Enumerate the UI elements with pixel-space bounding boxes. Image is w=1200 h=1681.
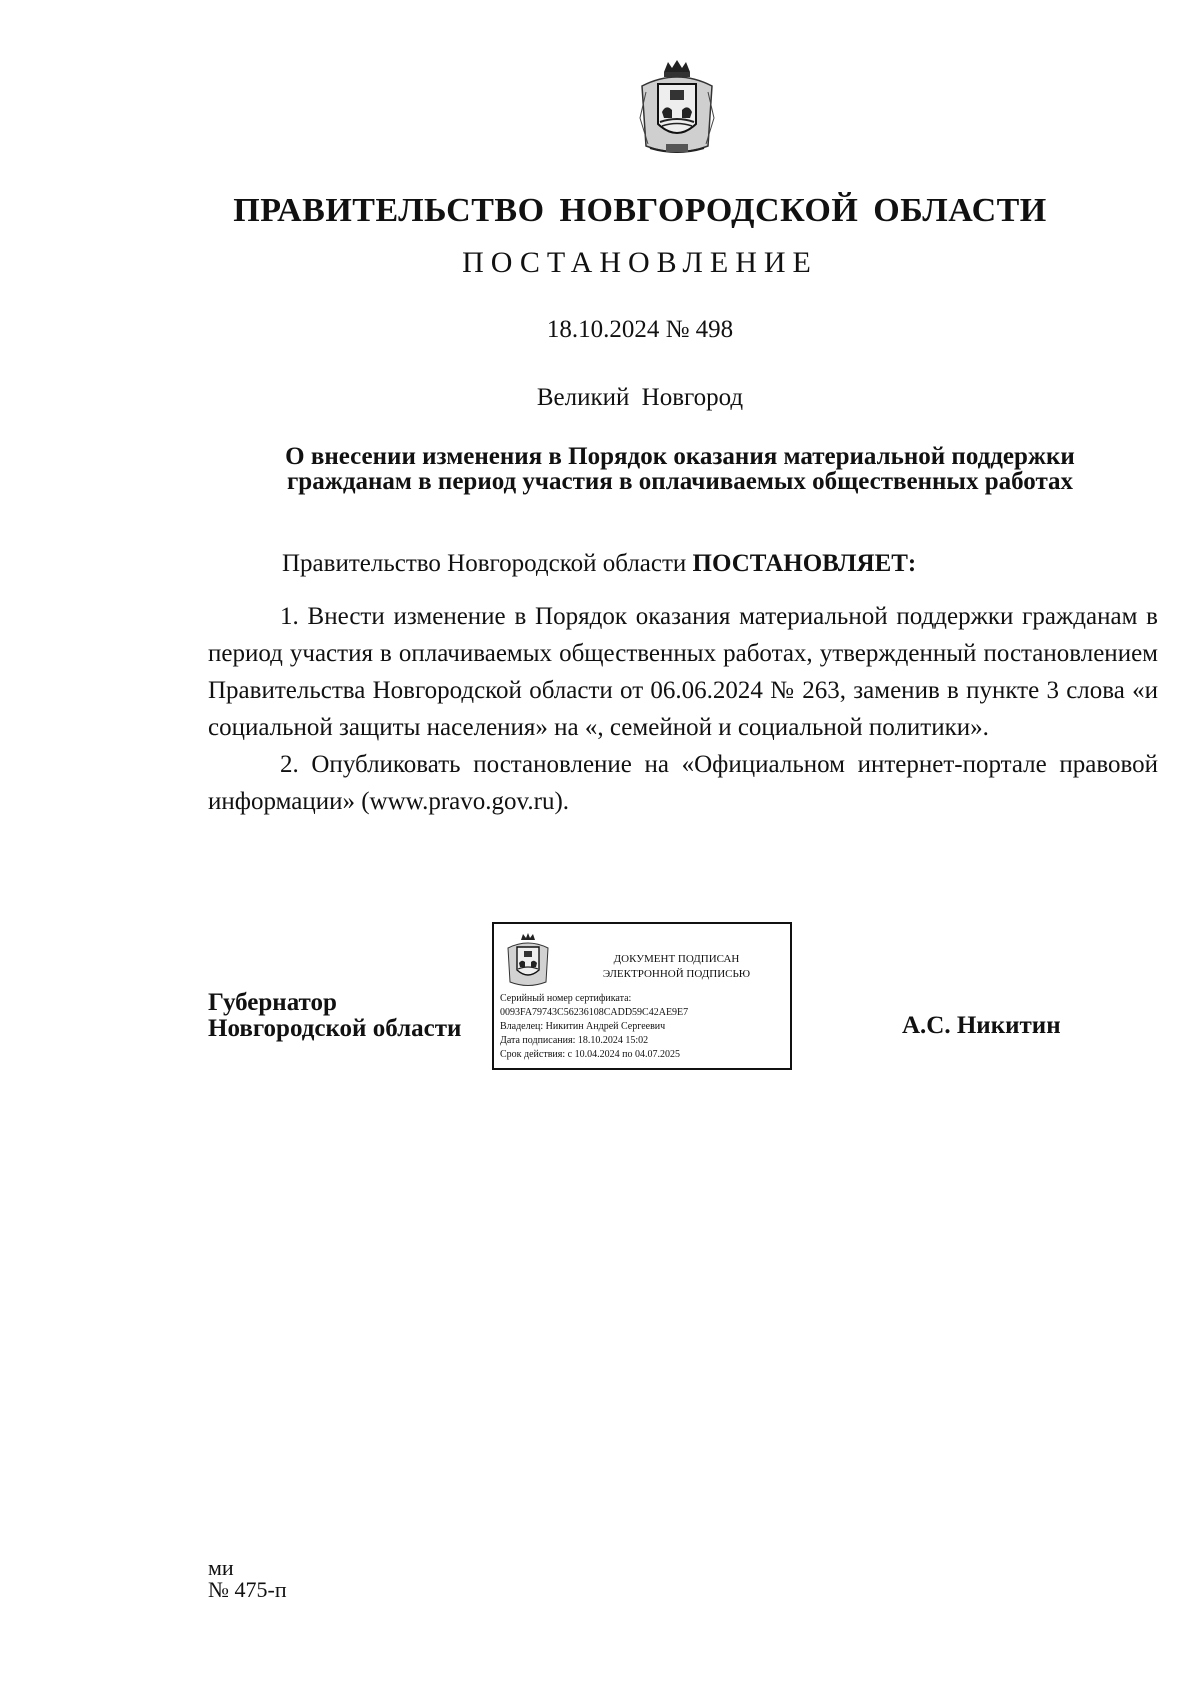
preamble	[282, 550, 916, 578]
stamp-owner: Владелец: Никитин Андрей Сергеевич	[500, 1021, 666, 1032]
document-date-number: 18.10.2024 № 498	[546, 316, 734, 343]
document-subject	[210, 444, 1150, 494]
preamble-text: Правительство Новгородской области	[282, 550, 693, 577]
signer-position-line-2: Новгородской области	[208, 1015, 462, 1042]
signer-position	[208, 990, 461, 1042]
stamp-cert-number: 0093FA79743C56236108CADD59C42AE9E7	[500, 1007, 689, 1018]
stamp-header	[564, 952, 789, 982]
document-body	[208, 598, 1158, 820]
stamp-header-line-2: ЭЛЕКТРОННОЙ ПОДПИСЬЮ	[602, 968, 751, 980]
footer-initials: ми	[208, 1555, 234, 1580]
stamp-cert-label: Серийный номер сертификата:	[500, 993, 632, 1004]
stamp-details	[500, 992, 688, 1062]
document-type: ПОСТАНОВЛЕНИЕ	[462, 246, 818, 279]
novgorod-coat-of-arms-icon	[504, 932, 552, 990]
stamp-header-line-1: ДОКУМЕНТ ПОДПИСАН	[613, 953, 740, 965]
footer-note	[208, 1557, 287, 1601]
stamp-validity: Срок действия: с 10.04.2024 по 04.07.2025	[500, 1049, 680, 1060]
subject-line-1: О внесении изменения в Порядок оказания материальной поддержки	[285, 443, 1075, 470]
novgorod-coat-of-arms-icon	[636, 58, 718, 160]
electronic-signature-stamp	[492, 922, 792, 1070]
body-item-2: 2. Опубликовать постановление на «Официальном интернет-портале правовой информации» (www.pravo.gov.ru).	[208, 751, 1158, 815]
preamble-decree-word: ПОСТАНОВЛЯЕТ:	[692, 550, 917, 577]
signer-position-line-1: Губернатор	[208, 989, 337, 1016]
government-title: ПРАВИТЕЛЬСТВО НОВГОРОДСКОЙ ОБЛАСТИ	[233, 192, 1047, 229]
document-city: Великий Новгород	[536, 384, 744, 411]
subject-line-2: гражданам в период участия в оплачиваемых общественных работах	[286, 468, 1074, 495]
signer-name: А.С. Никитин	[902, 1012, 1061, 1039]
footer-reg-number: № 475-п	[208, 1577, 287, 1602]
stamp-signed-date: Дата подписания: 18.10.2024 15:02	[500, 1035, 649, 1046]
body-item-1: 1. Внести изменение в Порядок оказания материальной поддержки гражданам в период участия в оплачиваемых общественных работах, утвержденный постановлением Правительства Новгородской области от 06.06.2024 № 263, заменив в пункте 3 слова «и социальной защиты населения» на «, семейной и социальной политики».	[208, 603, 1158, 741]
